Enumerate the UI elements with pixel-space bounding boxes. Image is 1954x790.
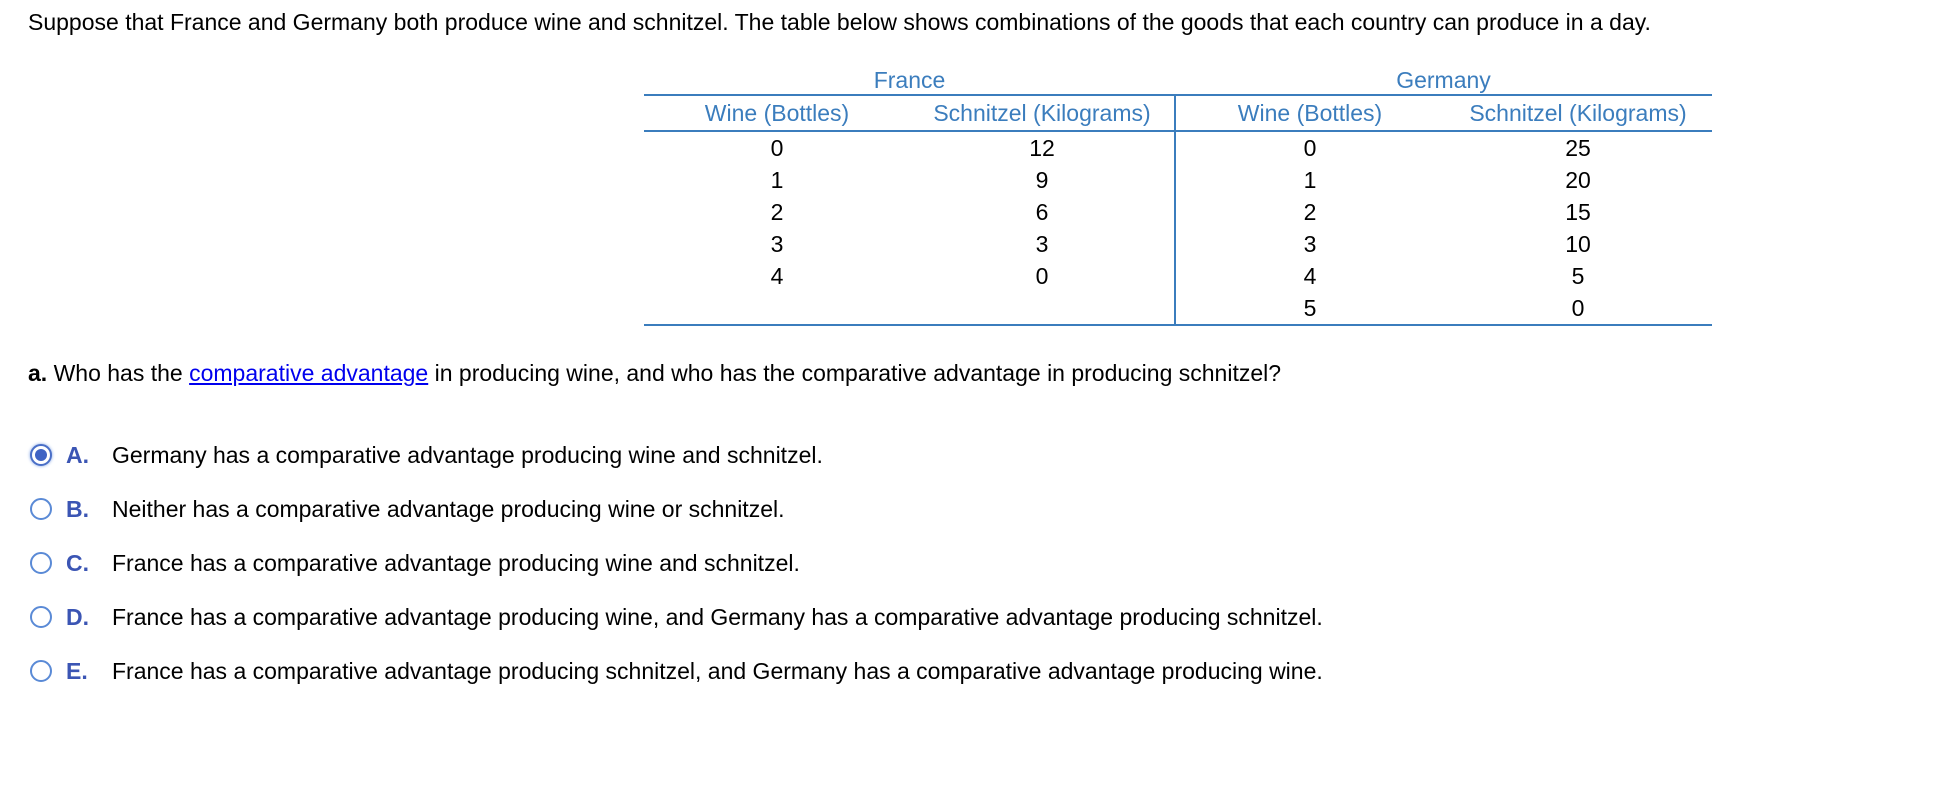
radio-e[interactable] (30, 660, 52, 682)
table-cell: 3 (770, 231, 784, 257)
table-cell: 0 (910, 260, 1175, 292)
column-header-germany-wine: Wine (Bottles) (1175, 95, 1444, 131)
option-text[interactable]: Germany has a comparative advantage producing wine and schnitzel. (112, 441, 823, 468)
table-row (644, 164, 1712, 196)
question-label: a. (28, 360, 48, 386)
table-cell: 25 (1565, 135, 1591, 161)
table-cell: 3 (910, 228, 1175, 260)
table-row (644, 131, 1712, 164)
production-table-wrapper (644, 66, 1712, 326)
option-letter: A. (66, 441, 89, 468)
table-row (644, 228, 1712, 260)
column-header-france-schnitzel: Schnitzel (Kilograms) (910, 95, 1175, 131)
table-cell: 0 (1444, 292, 1712, 325)
table-cell: 3 (1303, 231, 1317, 257)
table-cell: 4 (770, 263, 784, 289)
column-header-germany-schnitzel: Schnitzel (Kilograms) (1444, 95, 1712, 131)
question-text-after-link: in producing wine, and who has the comparative advantage in producing schnitzel? (428, 360, 1282, 386)
table-cell: 12 (910, 131, 1175, 164)
table-row (644, 292, 1712, 325)
option-b[interactable] (30, 482, 1323, 536)
radio-selected-dot-icon (35, 449, 47, 461)
table-cell (644, 292, 910, 325)
table-cell: 5 (1175, 292, 1444, 325)
option-e[interactable] (30, 644, 1323, 698)
country-header-germany: Germany (1396, 67, 1491, 93)
question-text (28, 358, 1281, 388)
table-row (644, 196, 1712, 228)
table-cell: 4 (1303, 263, 1317, 289)
table-cell: 5 (1571, 263, 1585, 289)
radio-c[interactable] (30, 552, 52, 574)
answer-options (30, 428, 1323, 698)
option-letter: C. (66, 549, 89, 576)
table-cell: 0 (770, 135, 784, 161)
option-a[interactable] (30, 428, 1323, 482)
production-table (644, 66, 1712, 326)
radio-d[interactable] (30, 606, 52, 628)
radio-b[interactable] (30, 498, 52, 520)
table-row (644, 260, 1712, 292)
option-letter: E. (66, 657, 88, 684)
table-cell: 2 (1303, 199, 1317, 225)
table-cell: 6 (910, 196, 1175, 228)
column-header-row (644, 95, 1712, 131)
table-cell: 1 (770, 167, 784, 193)
option-letter: D. (66, 603, 89, 630)
option-c[interactable] (30, 536, 1323, 590)
option-text[interactable]: Neither has a comparative advantage producing wine or schnitzel. (112, 495, 785, 522)
country-header-france: France (873, 67, 946, 93)
radio-a[interactable] (30, 444, 52, 466)
question-text-before-link: Who has the (47, 360, 190, 386)
option-text[interactable]: France has a comparative advantage producing schnitzel, and Germany has a comparative advantage producing wine. (112, 657, 1323, 684)
table-cell: 9 (910, 164, 1175, 196)
table-cell (910, 292, 1175, 325)
table-cell: 20 (1565, 167, 1591, 193)
table-cell: 2 (770, 199, 784, 225)
comparative-advantage-link[interactable]: comparative advantage (189, 360, 429, 386)
table-cell: 0 (1303, 135, 1317, 161)
table-cell: 10 (1565, 231, 1591, 257)
table-cell: 1 (1303, 167, 1317, 193)
option-d[interactable] (30, 590, 1323, 644)
column-header-france-wine: Wine (Bottles) (644, 95, 910, 131)
intro-text: Suppose that France and Germany both produce wine and schnitzel. The table below shows combinations of the goods that each country can produce in a day. (28, 9, 1651, 35)
option-text[interactable]: France has a comparative advantage producing wine, and Germany has a comparative advantage producing schnitzel. (112, 603, 1323, 630)
country-header-row (644, 66, 1712, 95)
table-cell: 15 (1565, 199, 1591, 225)
option-letter: B. (66, 495, 89, 522)
option-text[interactable]: France has a comparative advantage producing wine and schnitzel. (112, 549, 800, 576)
